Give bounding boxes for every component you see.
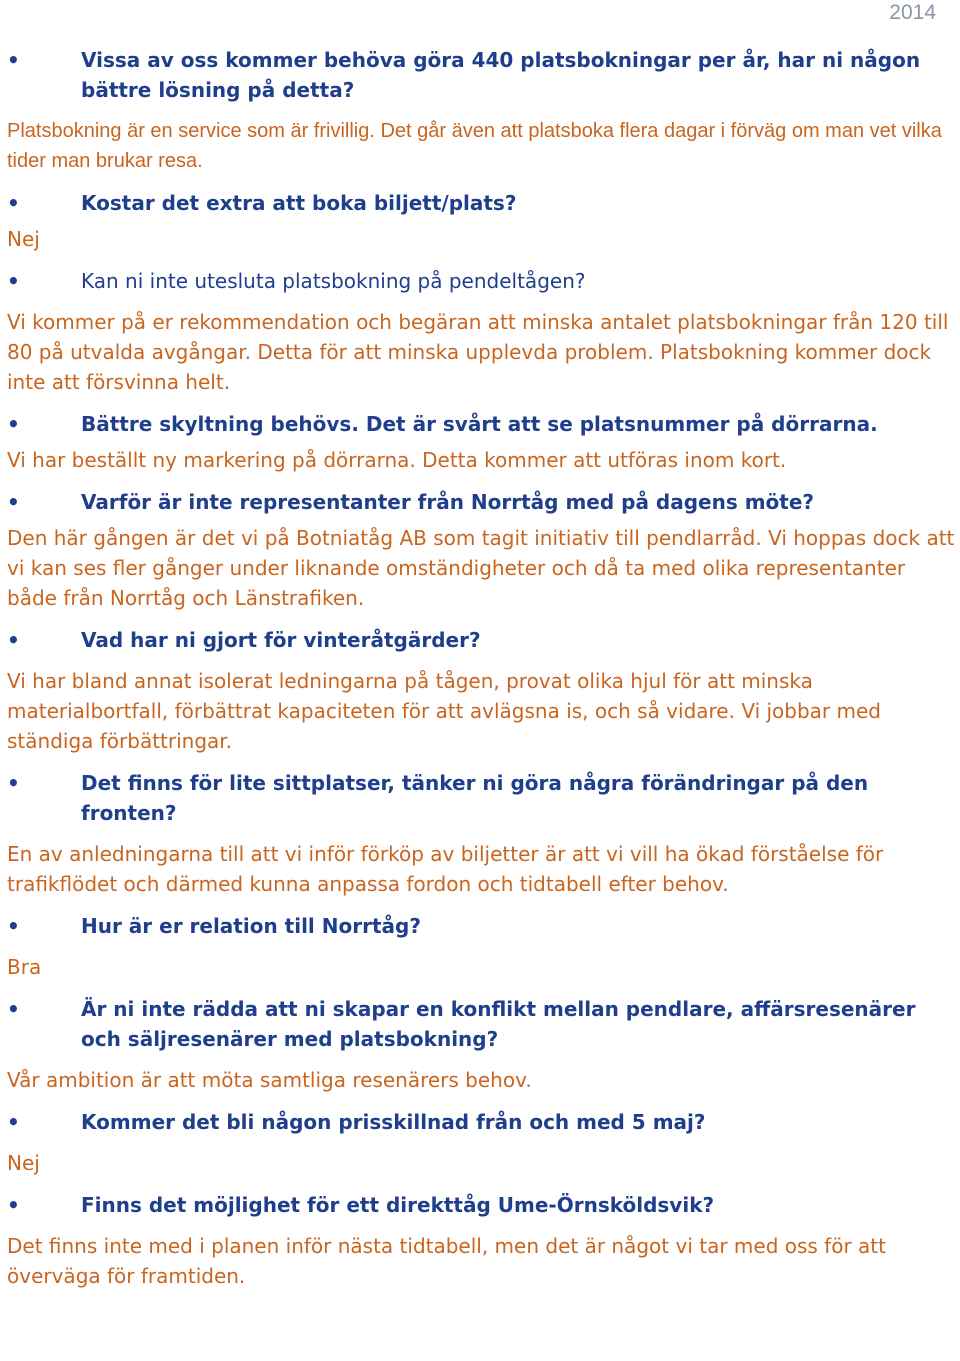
bullet-icon: • [7,490,20,514]
question-text: Kommer det bli någon prisskillnad från och med 5 maj? [81,1110,706,1134]
question-text: Vad har ni gjort för vinteråtgärder? [81,628,481,652]
question-6 [7,625,957,655]
answer-10: Nej [7,1151,40,1175]
question-9 [7,994,957,1054]
question-4 [7,409,957,439]
question-text: Varför är inte representanter från Norrtåg med på dagens möte? [81,490,815,514]
question-8 [7,911,957,941]
answer-1: Platsbokning är en service som är frivillig. Det går även att platsboka flera dagar i förväg om man vet vilka tider man brukar resa. [7,120,942,172]
bullet-icon: • [7,628,20,652]
bullet-icon: • [7,412,20,436]
answer-11: Det finns inte med i planen inför nästa tidtabell, men det är något vi tar med oss för att överväga för framtiden. [7,1234,886,1288]
question-text: Kan ni inte utesluta platsbokning på pendeltågen? [81,269,586,293]
question-5 [7,487,957,517]
question-1 [7,45,957,105]
answer-7: En av anledningarna till att vi inför förköp av biljetter är att vi vill ha ökad förståelse för trafikflödet och därmed kunna anpassa fordon och tidtabell efter behov. [7,842,884,896]
bullet-icon: • [7,269,20,293]
bullet-icon: • [7,1110,20,1134]
question-10 [7,1107,957,1137]
bullet-icon: • [7,997,20,1021]
question-text: Finns det möjlighet för ett direkttåg Ume-Örnsköldsvik? [81,1193,715,1217]
question-text: Det finns för lite sittplatser, tänker ni göra några förändringar på den fronten? [81,771,869,825]
question-2 [7,188,957,218]
answer-4: Vi har beställt ny markering på dörrarna. Detta kommer att utföras inom kort. [7,448,787,472]
bullet-icon: • [7,771,20,795]
question-text: Vissa av oss kommer behöva göra 440 platsbokningar per år, har ni någon bättre lösning på detta? [81,48,921,102]
answer-5: Den här gången är det vi på Botniatåg AB som tagit initiativ till pendlarråd. Vi hoppas dock att vi kan ses fler gånger under liknande omständigheter och då ta med olika representanter både från Norrtåg och Länstrafiken. [7,526,955,610]
page-year: 2014 [889,1,936,24]
qa-document [7,45,957,1291]
question-text: Är ni inte rädda att ni skapar en konflikt mellan pendlare, affärsresenärer och säljresenärer med platsbokning? [81,997,916,1051]
question-text: Hur är er relation till Norrtåg? [81,914,421,938]
question-text: Kostar det extra att boka biljett/plats? [81,191,517,215]
question-7 [7,768,957,828]
answer-2: Nej [7,227,40,251]
bullet-icon: • [7,48,20,72]
answer-9: Vår ambition är att möta samtliga resenärers behov. [7,1068,532,1092]
answer-8: Bra [7,955,42,979]
question-text: Bättre skyltning behövs. Det är svårt att se platsnummer på dörrarna. [81,412,878,436]
bullet-icon: • [7,191,20,215]
answer-3: Vi kommer på er rekommendation och begäran att minska antalet platsbokningar från 120 till 80 på utvalda avgångar. Detta för att minska upplevda problem. Platsbokning kommer dock inte att försvinna helt. [7,310,949,394]
bullet-icon: • [7,1193,20,1217]
question-3 [7,266,957,296]
bullet-icon: • [7,914,20,938]
answer-6: Vi har bland annat isolerat ledningarna på tågen, provat olika hjul för att minska materialbortfall, förbättrat kapaciteten för att avlägsna is, och så vidare. Vi jobbar med ständiga förbättringar. [7,669,881,753]
question-11 [7,1190,957,1220]
